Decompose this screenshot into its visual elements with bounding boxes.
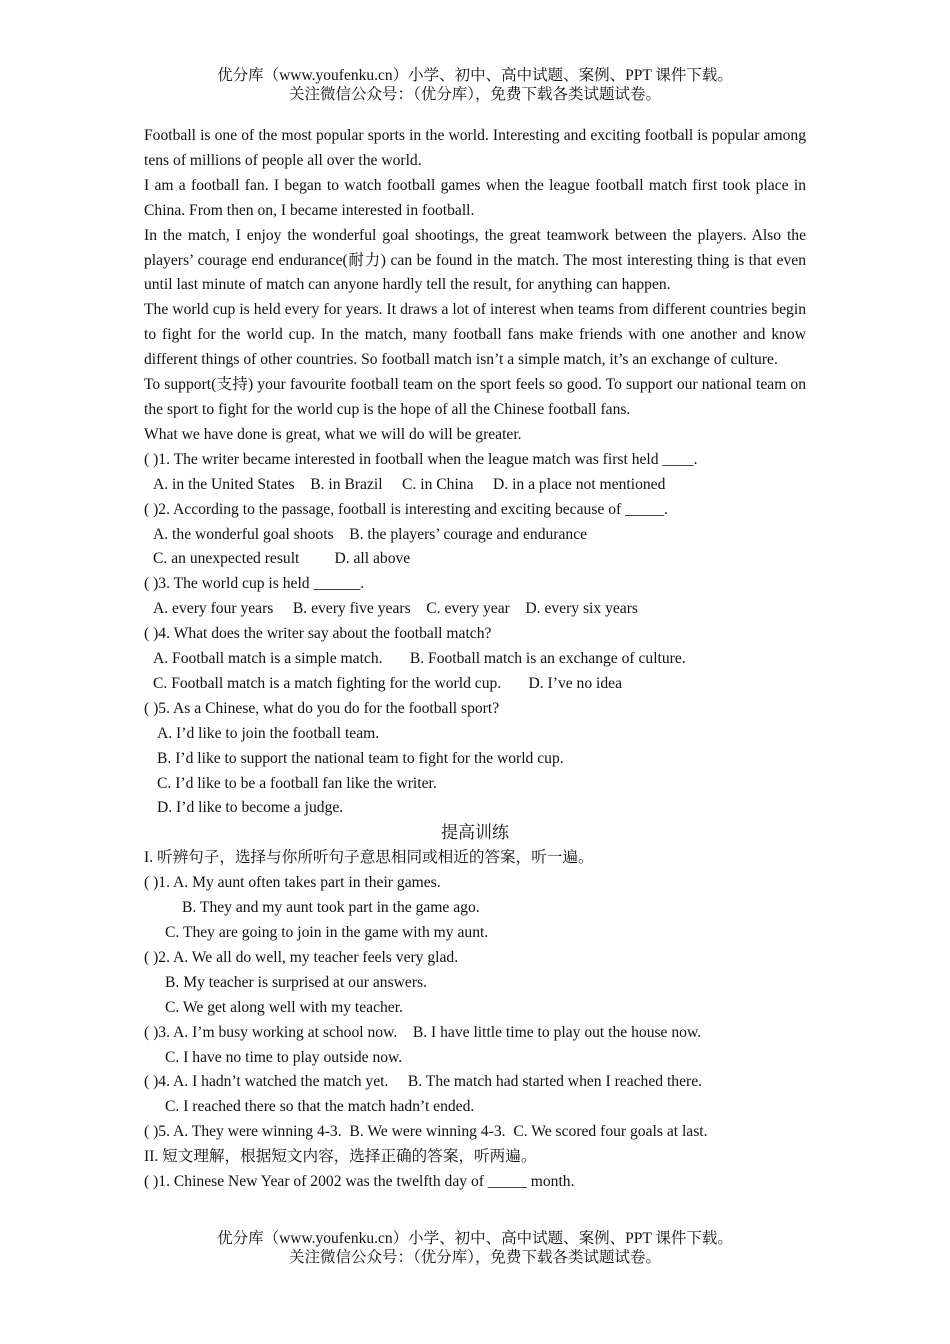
listening-3-option-a: ( )3. A. I’m busy working at school now. [144,1023,398,1041]
question-3-option-d: D. every six years [525,600,638,618]
question-4-option-d: D. I’ve no idea [528,674,623,692]
question-3-option-a: A. every four years [153,600,274,618]
question-3-stem: ( )3. The world cup is held ______. [144,575,365,593]
question-5-option-c: C. I’d like to be a football fan like the writer. [157,774,437,792]
question-4-option-b: B. Football match is an exchange of culture. [409,650,686,668]
question-2-stem: ( )2. According to the passage, football is interesting and exciting because of _____. [144,500,668,518]
page-header [0,66,950,104]
question-5-stem: ( )5. As a Chinese, what do you do for the football sport? [144,699,500,717]
footer-line-1: 优分库（www.youfenku.cn）小学、初中、高中试题、案例、PPT 课件下载。 [217,1230,733,1247]
listening-4-row-1 [144,1070,806,1095]
passage-paragraph-5: To support(支持) your favourite football team on the sport feels so good. To support our national team on the sport to fight for the world cup is the hope of all the Chinese football fans. [144,376,806,418]
question-1-stem: ( )1. The writer became interested in football when the league match was first held ____. [144,450,698,468]
listening-3-option-c: C. I have no time to play outside now. [165,1048,403,1066]
question-1-option-c: C. in China [402,475,474,493]
listening-4-option-c: C. I reached there so that the match hadn’t ended. [165,1098,475,1116]
page-footer [0,1229,950,1267]
question-4-options-row-2 [144,672,806,697]
question-3-option-b: B. every five years [292,600,411,618]
listening-1-option-c: C. They are going to join in the game with my aunt. [165,924,489,941]
question-5-option-d: D. I’d like to become a judge. [157,799,344,817]
listening-5-option-a: ( )5. A. They were winning 4-3. [144,1123,342,1141]
header-line-1: 优分库（www.youfenku.cn）小学、初中、高中试题、案例、PPT 课件下载。 [217,67,733,84]
listening-2-option-b: B. My teacher is surprised at our answers. [165,973,427,991]
question-2-options-row-2 [144,547,806,572]
question-5-option-a: A. I’d like to join the football team. [157,724,380,742]
question-2-option-b: B. the players’ courage and endurance [349,525,588,543]
listening-4-option-b: B. The match had started when I reached there. [407,1073,703,1091]
passage-paragraph-1: Football is one of the most popular sports in the world. Interesting and exciting football is popular among tens of millions of people all over the world. [144,127,806,169]
listening-part-2-question-1: ( )1. Chinese New Year of 2002 was the twelfth day of _____ month. [144,1173,575,1191]
passage-paragraph-2: I am a football fan. I began to watch football games when the league football match first took place in China. From then on, I became interested in football. [144,176,806,219]
question-4-option-c: C. Football match is a match fighting for the world cup. [153,674,502,692]
question-1-option-a: A. in the United States [153,475,295,493]
passage-paragraph-3: In the match, I enjoy the wonderful goal shootings, the great teamwork between the players. Also the players’ courage end endurance(耐力) can be found in the match. The most interesting thing is that even until last minute of match can anyone hardly tell the result, for anything can happen. [144,226,806,294]
section-title: 提高训练 [441,823,509,843]
question-2-option-d: D. all above [334,550,411,568]
listening-4-option-a: ( )4. A. I hadn’t watched the match yet. [144,1073,389,1091]
listening-1-option-b: B. They and my aunt took part in the game ago. [182,899,480,917]
question-1-option-b: B. in Brazil [310,475,383,493]
document-body [144,124,806,1195]
header-line-2: 关注微信公众号：（优分库），免费下载各类试题试卷。 [288,86,661,103]
listening-5-row [144,1120,806,1145]
listening-2-option-a: ( )2. A. We all do well, my teacher feels very glad. [144,948,459,966]
listening-part-2-title: II. 短文理解，根据短文内容，选择正确的答案，听两遍。 [144,1148,537,1166]
question-3-options [144,597,806,622]
passage-paragraph-4: The world cup is held every for years. It draws a lot of interest when teams from different countries begin to fight for the world cup. In the match, many football fans make friends with one another and know different things of other countries. So football match isn’t a simple match, it’s an exchange of culture. [144,301,806,369]
question-5-option-b: B. I’d like to support the national team to fight for the world cup. [157,749,564,767]
listening-part-1-title: I. 听辨句子，选择与你所听句子意思相同或相近的答案，听一遍。 [144,849,594,867]
passage-paragraph-6: What we have done is great, what we will do will be greater. [144,425,522,443]
listening-2-option-c: C. We get along well with my teacher. [165,998,403,1016]
footer-line-2: 关注微信公众号：（优分库），免费下载各类试题试卷。 [288,1249,661,1266]
listening-5-option-b: B. We were winning 4-3. [349,1123,506,1141]
question-3-option-c: C. every year [426,600,510,618]
question-1-options [144,473,806,498]
question-2-option-c: C. an unexpected result [153,550,300,568]
question-4-stem: ( )4. What does the writer say about the football match? [144,625,492,643]
question-1-option-d: D. in a place not mentioned [493,475,666,493]
question-2-option-a: A. the wonderful goal shoots [153,525,334,543]
listening-3-row-1 [144,1021,806,1046]
question-4-options-row-1 [144,647,806,672]
question-2-options-row-1 [144,523,806,548]
listening-3-option-b: B. I have little time to play out the house now. [412,1023,702,1041]
listening-1-option-a: ( )1. A. My aunt often takes part in their games. [144,874,441,892]
listening-5-option-c: C. We scored four goals at last. [513,1123,708,1141]
question-4-option-a: A. Football match is a simple match. [153,650,383,668]
